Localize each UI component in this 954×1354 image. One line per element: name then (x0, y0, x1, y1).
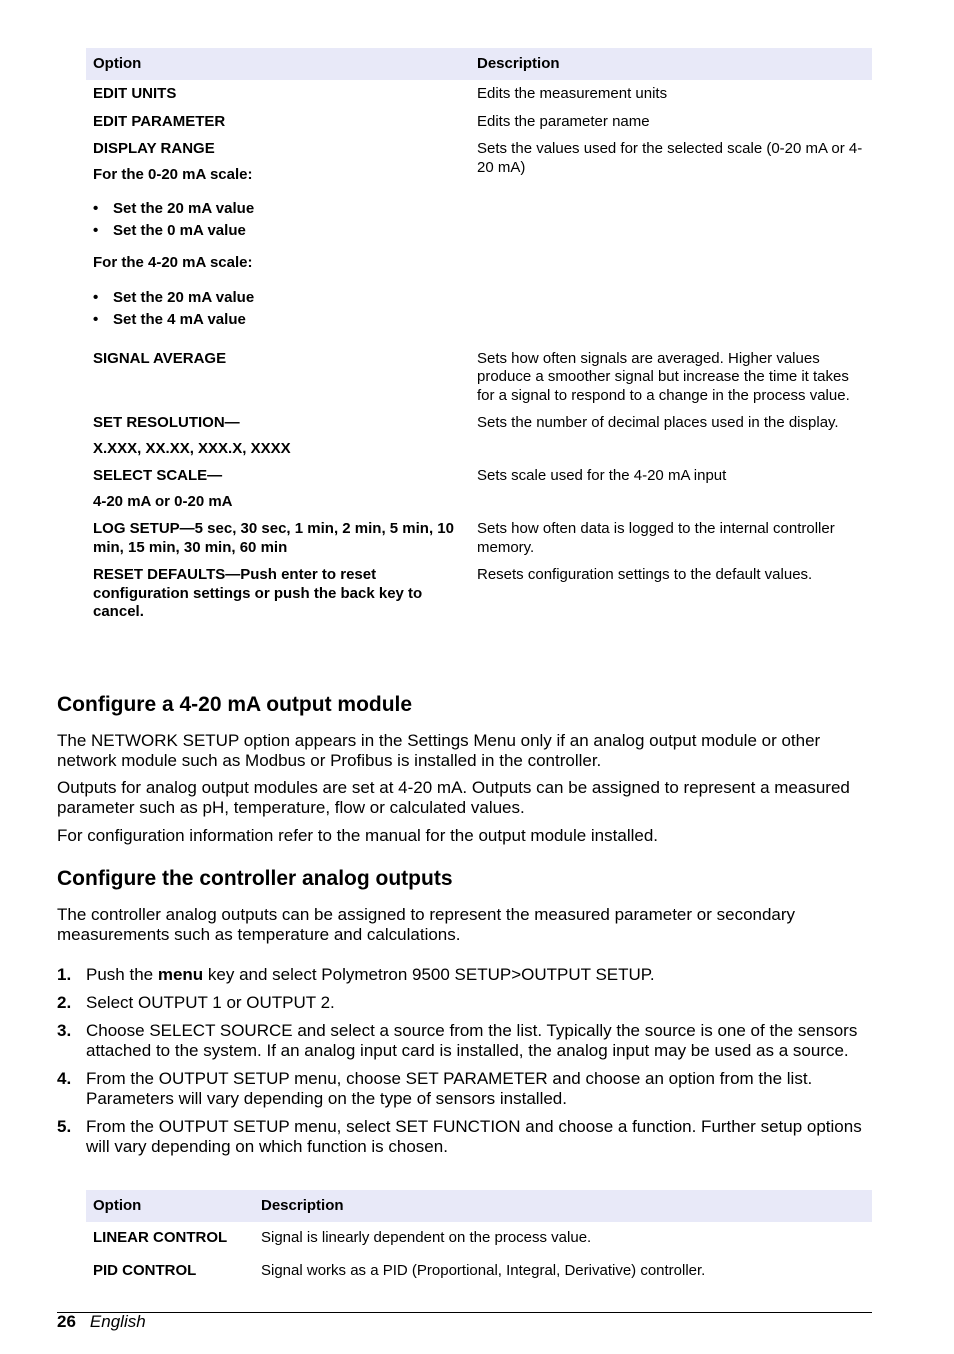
procedure-steps (57, 965, 872, 1165)
description-column-header: Description (470, 48, 872, 80)
option-title: SET RESOLUTION— (93, 414, 240, 431)
option-cell (86, 135, 470, 345)
option-values: X.XXX, XX.XX, XXX.X, XXXX (93, 439, 291, 457)
step-item (57, 1117, 872, 1157)
table-row (86, 409, 872, 462)
footer-divider (57, 1312, 872, 1313)
step-text: From the OUTPUT SETUP menu, select SET FUNCTION and choose a function. Further setup options will vary depending on which function is chosen. (86, 1117, 862, 1156)
section-heading: Configure the controller analog outputs (57, 867, 453, 890)
description-column-header: Description (254, 1190, 872, 1222)
scale-group-label: For the 0-20 mA scale: (93, 165, 253, 183)
step-text: Push the (86, 965, 158, 984)
option-cell (86, 409, 470, 462)
step-text: From the OUTPUT SETUP menu, choose SET PARAMETER and choose an option from the list. Parameters will vary depending on the type of sensors installed. (86, 1069, 813, 1108)
option-column-header: Option (86, 1190, 254, 1222)
list-item: • Set the 0 mA value (93, 220, 463, 242)
step-number: 3. (57, 1021, 72, 1040)
page-number: 26 (57, 1312, 76, 1331)
step-text: Select OUTPUT 1 or OUTPUT 2. (86, 993, 335, 1012)
bullet-list (93, 287, 463, 331)
step-item (57, 1021, 872, 1061)
description-cell: Edits the measurement units (477, 85, 668, 102)
option-cell: RESET DEFAULTS—Push enter to reset configuration settings or push the back key to cancel. (93, 566, 423, 620)
bullet-list (93, 198, 463, 242)
step-text: Choose SELECT SOURCE and select a source from the list. Typically the source is one of the sensors attached to the system. If an analog input card is installed, the analog input may be used as a source. (86, 1021, 858, 1060)
description-cell: Signal works as a PID (Proportional, Integral, Derivative) controller. (261, 1261, 706, 1279)
description-cell: Sets the values used for the selected scale (0-20 mA or 4-20 mA) (477, 140, 863, 176)
table-row (86, 561, 872, 626)
paragraph: For configuration information refer to the manual for the output module installed. (57, 826, 659, 845)
description-cell: Resets configuration settings to the default values. (477, 566, 813, 583)
table-row (86, 515, 872, 561)
paragraph: Outputs for analog output modules are set at 4-20 mA. Outputs can be assigned to represent a measured parameter such as pH, temperature, flow or calculated values. (57, 778, 850, 817)
list-item: • Set the 20 mA value (93, 198, 463, 220)
option-cell: LINEAR CONTROL (93, 1229, 228, 1246)
description-cell: Edits the parameter name (477, 112, 650, 130)
option-cell: EDIT UNITS (93, 85, 177, 102)
description-cell: Sets scale used for the 4-20 mA input (477, 467, 727, 484)
step-number: 1. (57, 965, 72, 984)
description-cell: Sets the number of decimal places used in the display. (477, 414, 839, 431)
step-item (57, 993, 872, 1013)
table-header-row (86, 1190, 872, 1222)
option-cell (86, 462, 470, 515)
option-column-header: Option (86, 48, 470, 80)
description-cell: Sets how often data is logged to the internal controller memory. (477, 520, 835, 556)
table-row (86, 108, 872, 136)
step-item (57, 965, 872, 985)
step-number: 2. (57, 993, 72, 1012)
step-item (57, 1069, 872, 1109)
settings-options-table (86, 48, 872, 626)
page-footer (57, 1312, 146, 1332)
option-cell: EDIT PARAMETER (93, 112, 226, 130)
option-cell: SIGNAL AVERAGE (93, 349, 227, 367)
paragraph: The controller analog outputs can be assigned to represent the measured parameter or secondary measurements such as temperature and calculations. (57, 905, 796, 944)
option-cell: PID CONTROL (93, 1261, 197, 1279)
menu-key-label: menu (157, 965, 204, 984)
function-options-table (86, 1190, 872, 1284)
table-row (86, 80, 872, 108)
paragraph: The NETWORK SETUP option appears in the Settings Menu only if an analog output module or other network module such as Modbus or Profibus is installed in the controller. (57, 731, 821, 770)
option-title: DISPLAY RANGE (93, 140, 215, 157)
description-cell: Sets how often signals are averaged. Higher values produce a smoother signal but increase the time it takes for a signal to respond to a change in the process value. (477, 349, 850, 404)
scale-group-label: For the 4-20 mA scale: (93, 254, 253, 271)
table-row (86, 345, 872, 410)
list-item: • Set the 20 mA value (93, 287, 463, 309)
option-cell: LOG SETUP—5 sec, 30 sec, 1 min, 2 min, 5 min, 10 min, 15 min, 30 min, 60 min (93, 520, 454, 556)
table-row (86, 1222, 872, 1255)
section-heading: Configure a 4-20 mA output module (57, 693, 413, 716)
table-row (86, 135, 872, 345)
table-row (86, 462, 872, 515)
list-item: • Set the 4 mA value (93, 309, 463, 331)
option-values: 4-20 mA or 0-20 mA (93, 492, 233, 510)
table-row (86, 1255, 872, 1285)
step-text: key and select Polymetron 9500 SETUP>OUTPUT SETUP. (203, 965, 655, 984)
description-cell: Signal is linearly dependent on the process value. (261, 1229, 592, 1246)
step-number: 5. (57, 1117, 72, 1136)
footer-language: English (89, 1312, 146, 1331)
option-title: SELECT SCALE— (93, 467, 223, 484)
table-header-row (86, 48, 872, 80)
step-number: 4. (57, 1069, 72, 1088)
